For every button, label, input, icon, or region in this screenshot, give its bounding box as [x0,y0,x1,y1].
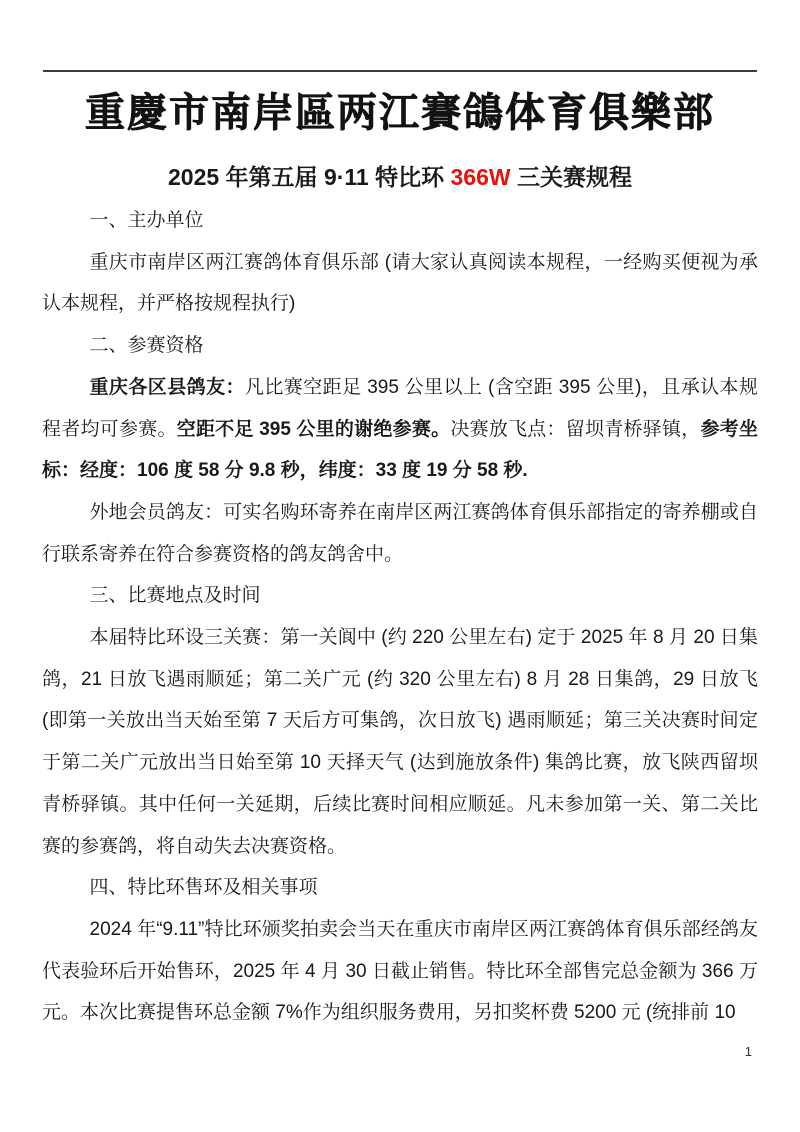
paragraph-text: 2024 年“9.11”特比环颁奖拍卖会当天在重庆市南岸区两江赛鸽体育俱乐部经鸽友代表验环后开始售环，2025 年 4 月 30 日截止销售。特比环全部售完总金额为 366 万元。本次比赛提售环总金额 7%作为组织服务费用，另扣奖杯费 5200 元 (统排前 10 [42,918,758,1024]
paragraph-text: 重庆各区县鸽友： [89,376,245,398]
section-4-heading: 四、特比环售环及相关事项 [89,877,318,899]
section-3-paragraph-1 [42,617,758,867]
paragraph-text: 参考坐标：经度：106 度 58 分 9.8 秒，纬度：33 度 19 分 58 秒. [42,418,758,482]
section-2-paragraph-1 [42,367,758,492]
section-1-heading: 一、主办单位 [89,210,204,231]
document-title [0,162,800,192]
section-1-paragraph-1 [42,242,758,325]
paragraph-text: 外地会员鸽友：可实名购环寄养在南岸区两江赛鸽体育俱乐部指定的寄养棚或自行联系寄养在符合参赛资格的鸽友鸽舍中。 [42,501,758,565]
club-name-calligraphy: 重慶市南岸區两江賽鴿体育俱樂部 [85,89,715,136]
paragraph-text: 凡比赛空距足 395 公里以上 (含空距 395 公里)，且承认本规程者均可参赛。 [42,376,758,440]
section-2-heading: 二、参赛资格 [89,335,204,357]
document-body [42,200,758,1034]
document-title-prefix: 2025 年第五届 9·11 特比环 [168,164,451,190]
section-2-paragraph-2 [42,492,758,575]
paragraph-text: 本届特比环设三关赛：第一关阆中 (约 220 公里左右) 定于 2025 年 8 月 20 日集鸽，21 日放飞遇雨顺延；第二关广元 (约 320 公里左右) 8 月 28 日集鸽，29 日放飞 (即第一关放出当天始至第 7 天后方可集鸽，次日放飞) 遇雨顺延；第三关决赛时间定于第二关广元放出当日始至第 10 天择天气 (达到施放条件) 集鸽比赛，放飞陕西留坝青桥驿镇。其中任何一关延期，后续比赛时间相应顺延。凡未参加第一关、第二关比赛的参赛鸽，将自动失去决赛资格。 [42,627,758,857]
paragraph-text: 空距不足 395 公里的谢绝参赛。 [176,418,451,440]
section-3-heading: 三、比赛地点及时间 [89,585,261,607]
paragraph-text: 决赛放飞点：留坝青桥驿镇， [450,418,701,440]
document-title-suffix: 三关赛规程 [510,164,632,190]
header-rule [43,70,757,72]
paragraph-text: 重庆市南岸区两江赛鸽体育俱乐部 (请大家认真阅读本规程，一经购买便视为承认本规程，并严格按规程执行) [42,251,758,315]
page-number: 1 [744,1044,752,1059]
section-4-paragraph-1 [42,909,758,1034]
document-title-highlight: 366W [450,164,511,190]
